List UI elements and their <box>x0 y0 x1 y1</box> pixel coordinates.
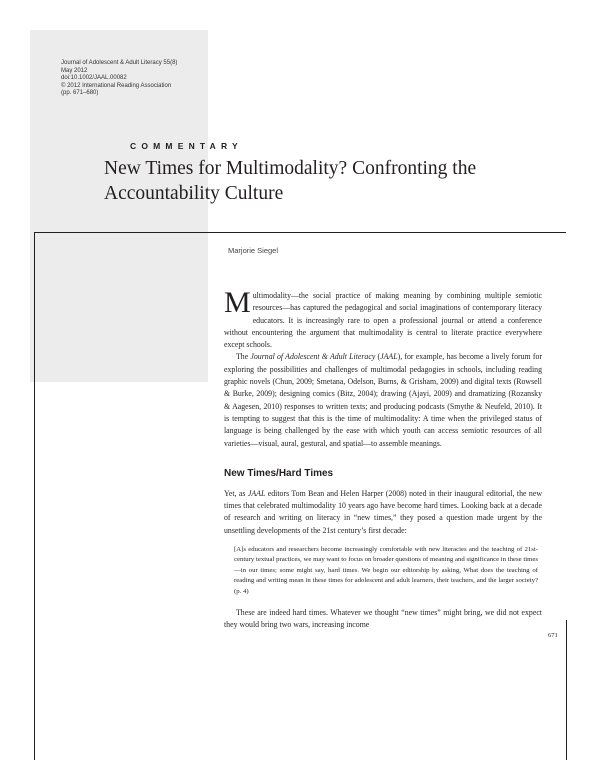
article-body <box>224 286 542 632</box>
journal-abbrev-italic: JAAL <box>380 352 398 362</box>
journal-info-block <box>61 60 177 98</box>
copyright: © 2012 International Reading Association <box>61 82 172 89</box>
issue-date: May 2012 <box>61 67 88 74</box>
paragraph-1-text: ultimodality—the social practice of making meaning by combining multiple semiotic resources—has captured the pedagogical and social imaginations of contemporary literacy educators. It is increasingly rare to open a professional journal or attend a conference without encountering the argument that multimodality is central to literate practice everywhere except schools. <box>224 291 542 350</box>
paragraph-3: Yet, as JAAL editors Tom Bean and Helen Harper (2008) noted in their inaugural editorial, the new times that celebrated multimodality 10 years ago have become hard times. Looking back at a decade of research and writing on literacy in “new times,” they posed a question made urgent by the unsettling developments of the 21st century’s first decade: <box>224 488 542 535</box>
author-name: Marjorie Siegel <box>228 246 279 255</box>
section-heading: New Times/Hard Times <box>224 467 334 479</box>
left-vertical-rule <box>34 232 35 760</box>
article-title: New Times for Multimodality? Confronting the Accountability Culture <box>104 158 477 204</box>
section-label: COMMENTARY <box>130 141 243 151</box>
journal-abbrev-italic-2: JAAL <box>247 488 266 498</box>
paragraph-4: These are indeed hard times. Whatever we thought “new times” might bring, we did not expect they would bring two wars, increasing income <box>224 608 542 630</box>
journal-name: Journal of Adolescent & Adult Literacy 55(8) <box>61 60 178 66</box>
title-divider-rule <box>34 232 566 233</box>
paragraph-1 <box>224 286 542 351</box>
page-range: (pp. 671–680) <box>61 90 99 97</box>
block-quote: [A]s educators and researchers become increasingly comfortable with new literacies and the teaching of 21st-century textual practices, we may want to focus on broader questions of meaning and significance in these times—in our times; some might say, hard times. We begin our editorship by asking, What does the teaching of reading and writing mean in these times for adolescent and adult learners, their teachers, and the larger society? (p. 4) <box>234 546 538 595</box>
drop-cap: M <box>224 286 251 319</box>
page-number-rule <box>566 620 567 760</box>
journal-title-italic: Journal of Adolescent & Adult Literacy <box>250 352 376 362</box>
page-number: 671 <box>548 632 558 639</box>
doi: doi:10.1002/JAAL.00082 <box>61 75 127 82</box>
paragraph-2: The Journal of Adolescent & Adult Literacy (JAAL), for example, has become a lively forum for exploring the possibilities and challenges of multimodal pedagogies in schools, including reading graphic novels (Chun, 2009; Smetana, Odelson, Burns, & Grisham, 2009) and digital texts (Rowsell & Burke, 2009); designing comics (Bitz, 2004); drawing (Ajayi, 2009) and dramatizing (Rozansky & Aagesen, 2010) responses to written texts; and producing podcasts (Smythe & Neufeld, 2010). It is tempting to suggest that this is the time of multimodality: A time when the privileged status of language is being challenged by the ease with which youth can access semiotic resources of all varieties—visual, aural, gestural, and spatial—to assemble meanings. <box>224 352 542 448</box>
